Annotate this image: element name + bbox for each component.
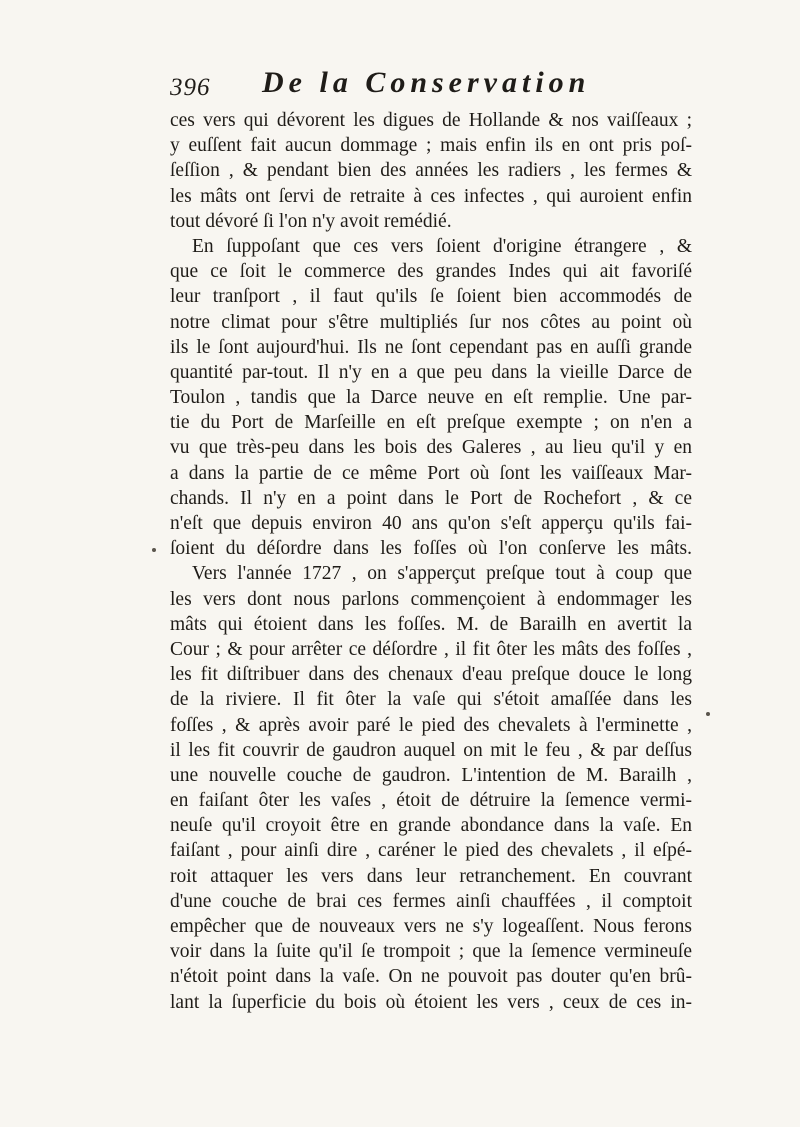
text-line: En ſuppoſant que ces vers ſoient d'origine étrangere , &	[192, 235, 692, 257]
text-line: ces vers qui dévorent les digues de Hollande & nos vaiſſeaux ;	[170, 110, 692, 131]
running-head: De la Conservation	[262, 66, 591, 99]
text-line: a dans la partie de ce même Port où ſont les vaiſſeaux Mar-	[170, 462, 692, 484]
text-line: quantité par-tout. Il n'y en a que peu dans la vieille Darce de	[170, 361, 692, 383]
text-line: lant la ſuperficie du bois où étoient les vers , ceux de ces in-	[170, 991, 692, 1013]
text-line: en faiſant ôter les vaſes , étoit de détruire la ſemence vermi-	[170, 790, 692, 812]
text-line: faiſant , pour ainſi dire , caréner le pied des chevalets , il eſpé-	[170, 840, 692, 862]
text-line: chands. Il n'y en a point dans le Port de Rochefort , & ce	[170, 487, 692, 509]
text-line: ils le ſont aujourd'hui. Ils ne ſont cependant pas en auſſi grande	[170, 336, 692, 358]
text-line: une nouvelle couche de gaudron. L'intention de M. Barailh ,	[170, 764, 692, 786]
text-line: tout dévoré ſi l'on n'y avoit remédié.	[170, 210, 452, 232]
text-line: leur tranſport , il faut qu'ils ſe ſoient bien accommodés de	[170, 286, 692, 308]
text-line: les vers dont nous parlons commençoient à endommager les	[170, 588, 692, 610]
text-line: Cour ; & pour arrêter ce déſordre , il fit ôter les mâts des foſſes ,	[170, 638, 692, 660]
text-line: mâts qui étoient dans les foſſes. M. de Barailh en avertit la	[170, 613, 692, 635]
margin-speck	[706, 712, 710, 716]
text-line: foſſes , & après avoir paré le pied des chevalets à l'erminette ,	[170, 714, 692, 736]
text-line: voir dans la ſuite qu'il ſe trompoit ; que la ſemence vermineuſe	[170, 941, 692, 963]
text-line: ſeſſion , & pendant bien des années les radiers , les fermes &	[170, 160, 692, 182]
page-number: 396	[170, 74, 211, 101]
text-line: notre climat pour s'être multipliés ſur nos côtes au point où	[170, 311, 692, 333]
text-line: Toulon , tandis que la Darce neuve en eſt remplie. Une par-	[170, 387, 692, 409]
text-line: neuſe qu'il croyoit être en grande abondance dans la vaſe. En	[170, 815, 692, 837]
text-line: n'eſt que depuis environ 40 ans qu'on s'eſt apperçu qu'ils fai-	[170, 513, 692, 534]
text-line: empêcher que de nouveaux vers ne s'y logeaſſent. Nous ferons	[170, 916, 692, 937]
text-line: de la riviere. Il fit ôter la vaſe qui s'étoit amaſſée dans les	[170, 689, 692, 711]
text-line: vu que très-peu dans les bois des Galeres , au lieu qu'il y en	[170, 437, 692, 459]
text-line: que ce ſoit le commerce des grandes Indes qui ait favoriſé	[170, 261, 692, 283]
text-line: n'étoit point dans la vaſe. On ne pouvoit pas douter qu'en brû-	[170, 966, 692, 988]
text-line: il les fit couvrir de gaudron auquel on mit le feu , & par deſſus	[170, 739, 692, 761]
body-text	[170, 108, 692, 1015]
text-line: d'une couche de brai ces fermes ainſi chauffées , il comptoit	[170, 890, 692, 912]
margin-speck	[152, 548, 156, 552]
text-line: ſoient du déſordre dans les foſſes où l'on conſerve les mâts.	[170, 538, 692, 560]
text-line: les mâts ont ſervi de retraite à ces infectes , qui auroient enfin	[170, 185, 692, 207]
text-line: tie du Port de Marſeille en eſt preſque exempte ; on n'en a	[170, 412, 692, 434]
text-line: Vers l'année 1727 , on s'apperçut preſque tout à coup que	[192, 563, 692, 585]
text-line: les fit diſtribuer dans des chenaux d'eau preſque douce le long	[170, 664, 692, 686]
text-line: roit attaquer les vers dans leur retranchement. En couvrant	[170, 865, 692, 887]
page-header	[170, 64, 690, 108]
text-line: y euſſent fait aucun dommage ; mais enfin ils en ont pris poſ-	[170, 135, 692, 157]
